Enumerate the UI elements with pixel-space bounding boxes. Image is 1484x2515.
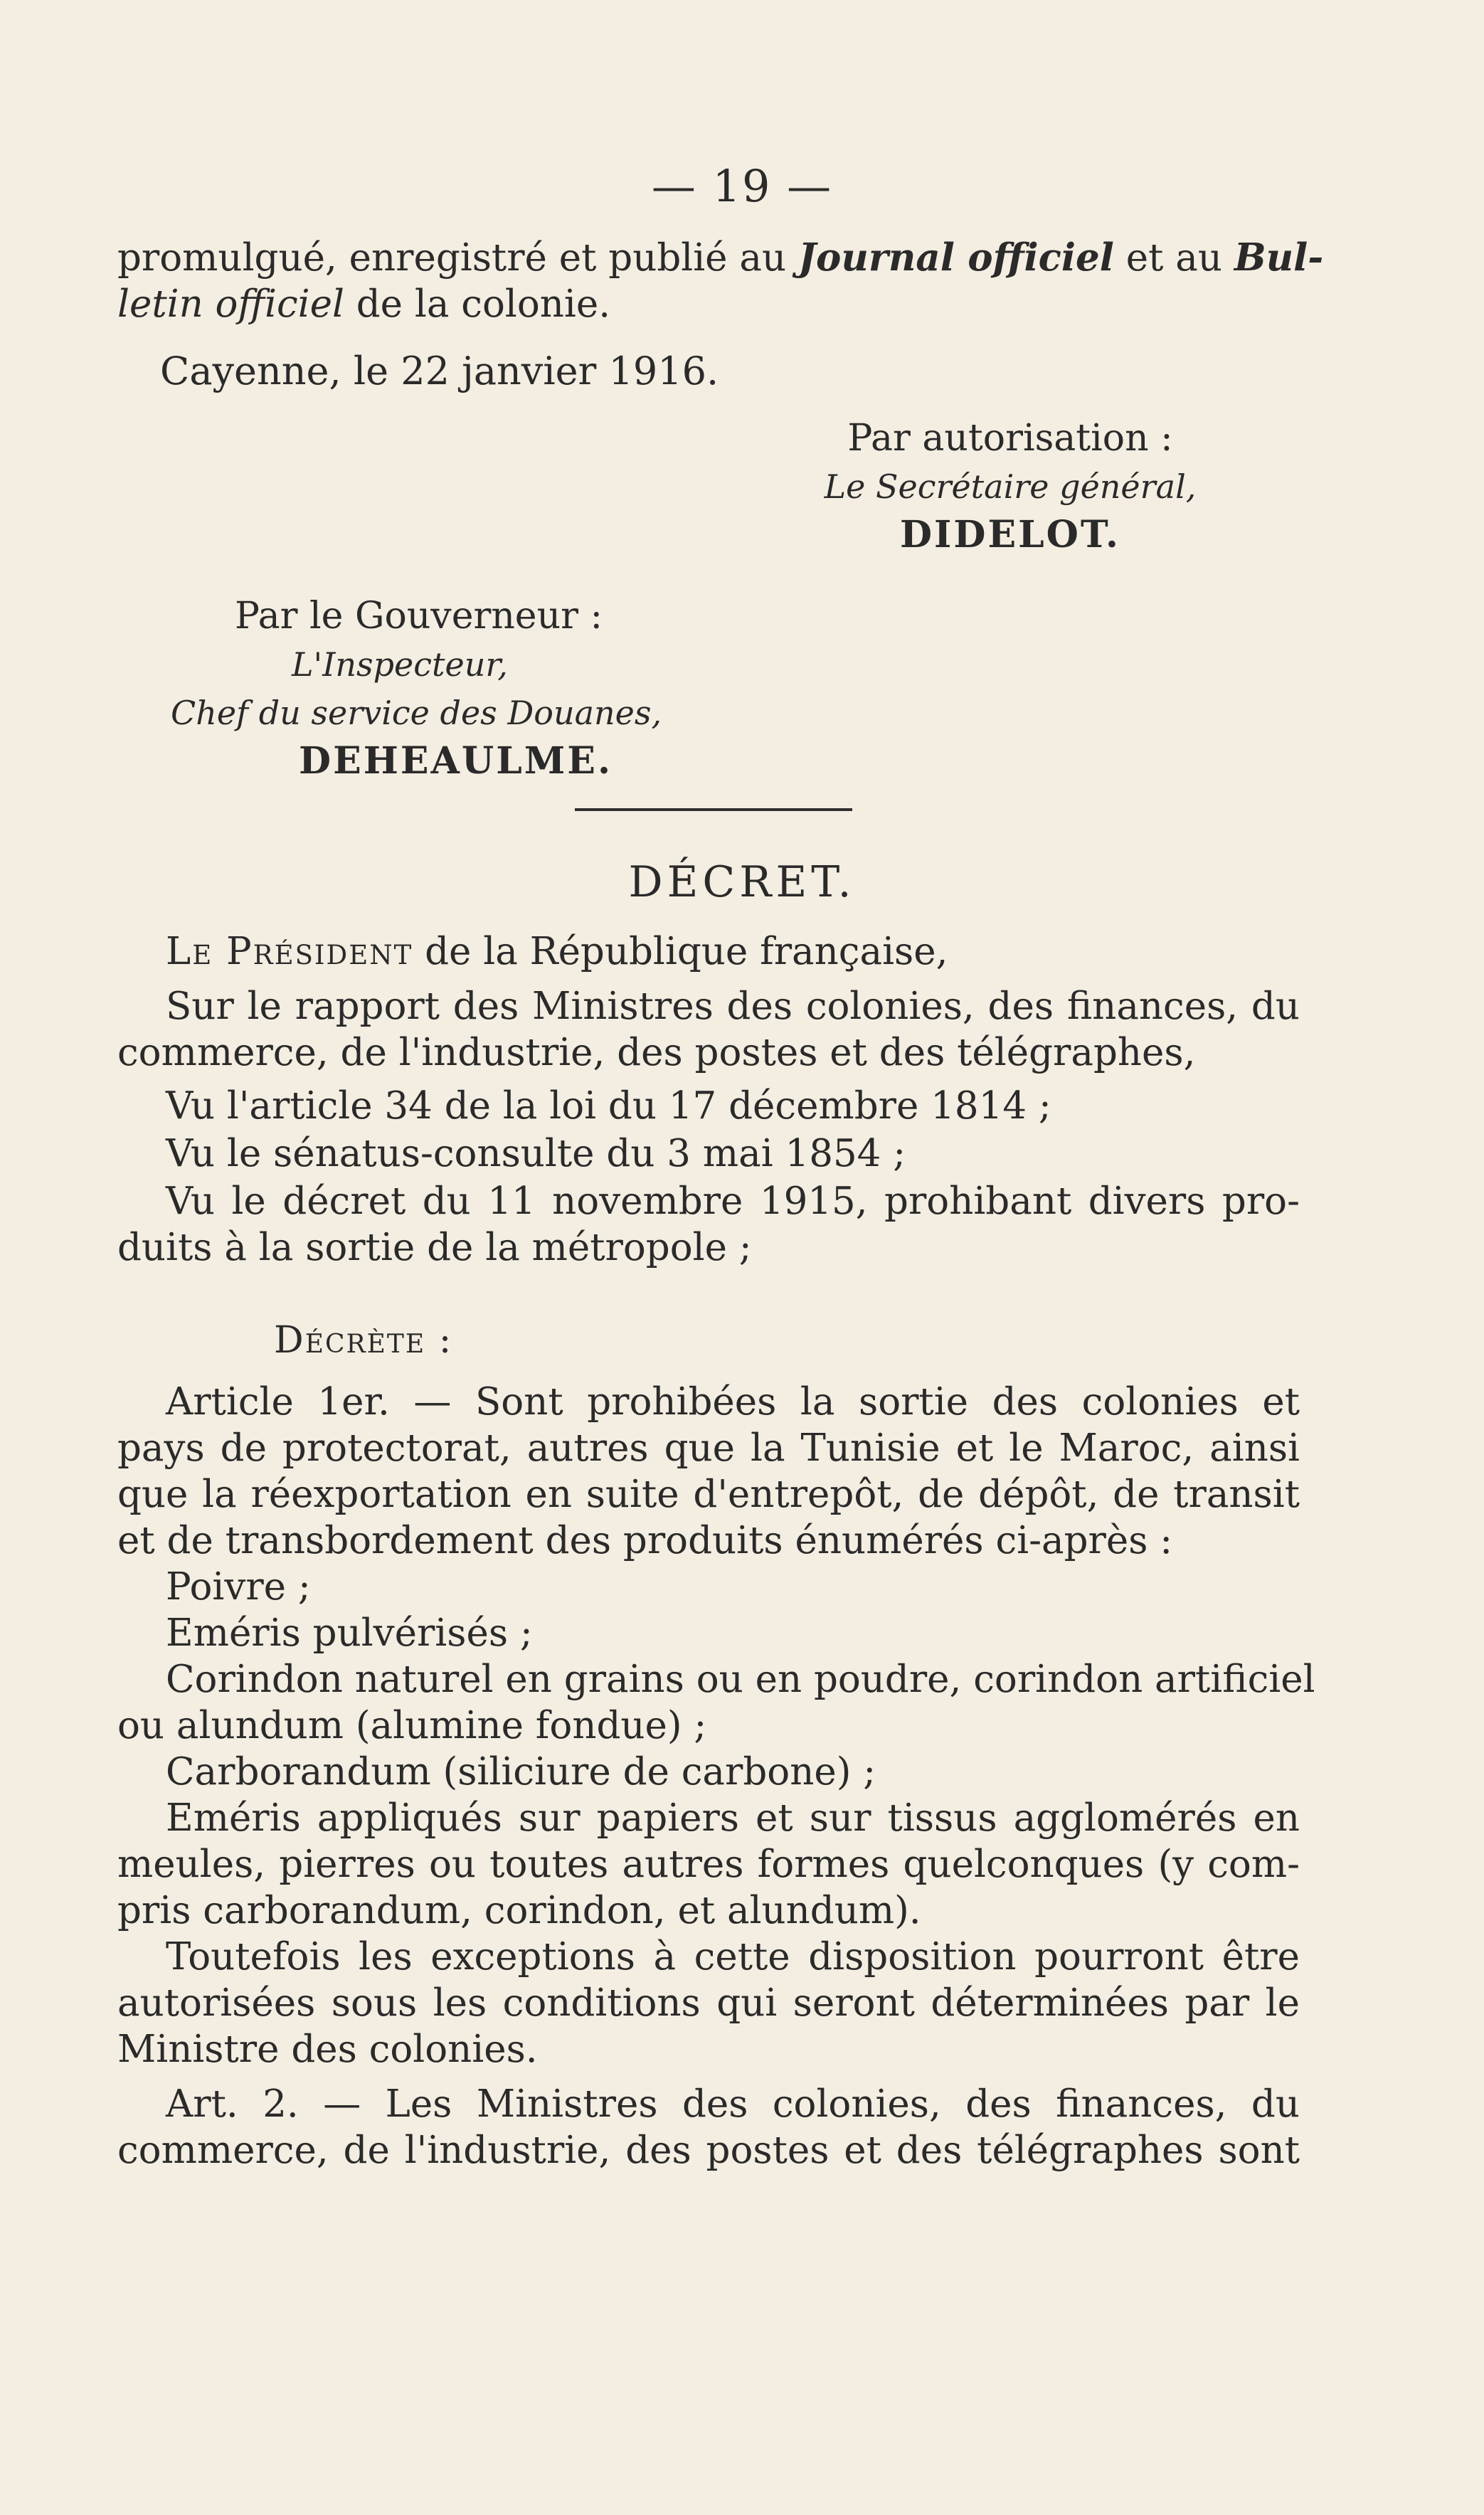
exception-line: Toutefois les exceptions à cette disposition pourront être (166, 1935, 1300, 1979)
considerant-line: Sur le rapport des Ministres des colonies, des finances, du (166, 985, 1300, 1028)
list-item: Corindon naturel en grains ou en poudre, corindon artificiel (166, 1658, 1315, 1701)
page-number: — 19 — (651, 160, 833, 212)
signature-role: Le Secrétaire général, (824, 467, 1197, 506)
considerant-line: Vu le sénatus-consulte du 3 mai 1854 ; (166, 1132, 906, 1175)
article-2-line: Art. 2. — Les Ministres des colonies, des finances, du (166, 2082, 1300, 2126)
list-item: meules, pierres ou toutes autres formes quelconques (y com- (117, 1843, 1300, 1886)
signature-label: Par le Gouverneur : (235, 595, 603, 637)
article-line: pays de protectorat, autres que la Tunisie et le Maroc, ainsi (117, 1426, 1300, 1470)
list-item: Eméris appliqués sur papiers et sur tissus agglomérés en (166, 1796, 1300, 1840)
list-item: Poivre ; (166, 1565, 311, 1609)
considerant-line: duits à la sortie de la métropole ; (117, 1226, 752, 1269)
exception-line: Ministre des colonies. (117, 2028, 538, 2071)
paragraph-line: letin officiel de la colonie. (117, 282, 611, 326)
article-1 (117, 1379, 1315, 2174)
decree-title: DÉCRET. (628, 857, 856, 907)
article-2-line: commerce, de l'industrie, des postes et des télégraphes sont (117, 2129, 1300, 2172)
decree-body (117, 928, 1300, 1271)
considerant-line: Vu le décret du 11 novembre 1915, prohibant divers pro- (166, 1180, 1300, 1223)
list-item: Carborandum (siliciure de carbone) ; (166, 1750, 876, 1794)
signature-role: Chef du service des Douanes, (171, 694, 662, 732)
list-item: pris carborandum, corindon, et alundum). (117, 1889, 921, 1932)
signature-name: DEHEAULME. (299, 739, 613, 783)
section-divider (575, 808, 852, 811)
date-line: Cayenne, le 22 janvier 1916. (160, 349, 719, 393)
decrete-label: Décrète : (274, 1319, 453, 1362)
signature-secretary (818, 414, 1202, 559)
president-line: Le Président de la République française, (166, 930, 948, 973)
considerant-line: commerce, de l'industrie, des postes et des télégraphes, (117, 1031, 1196, 1074)
considerant-line: Vu l'article 34 de la loi du 17 décembre 1814 ; (166, 1084, 1051, 1128)
exception-line: autorisées sous les conditions qui seront déterminées par le (117, 1981, 1300, 2025)
promulgation-paragraph (117, 235, 1324, 327)
signature-name: DIDELOT. (899, 513, 1121, 556)
article-line: que la réexportation en suite d'entrepôt, de dépôt, de transit (117, 1473, 1300, 1516)
list-item: ou alundum (alumine fondue) ; (117, 1704, 707, 1747)
article-line: et de transbordement des produits énumérés ci-après : (117, 1519, 1173, 1562)
article-line: Article 1er. — Sont prohibées la sortie des colonies et (166, 1380, 1300, 1424)
signature-label: Par autorisation : (847, 417, 1173, 460)
paragraph-line: promulgué, enregistré et publié au Journal officiel et au Bul- (117, 235, 1324, 280)
signature-governor (171, 592, 669, 785)
list-item: Eméris pulvérisés ; (166, 1611, 533, 1655)
signature-role: L'Inspecteur, (292, 645, 508, 684)
